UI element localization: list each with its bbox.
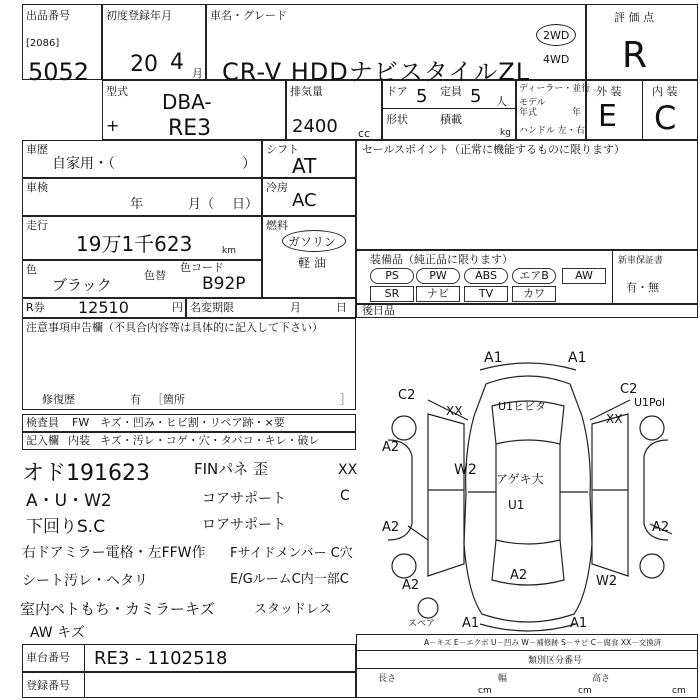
equipment-item: SR: [370, 286, 414, 302]
check-label: 検査員: [26, 416, 59, 429]
ext-label: 外 装: [596, 85, 622, 98]
shift-value: AT: [292, 154, 317, 178]
color-code-label: 色コード: [180, 261, 224, 274]
cap-unit: 人: [496, 95, 507, 108]
equipment-label: 装備品（純正品に限ります）: [370, 253, 513, 266]
note-line-4: 右ドアミラー電格・左FFW作: [22, 545, 206, 561]
length-unit: cm: [478, 686, 492, 696]
capacity: 5: [470, 86, 482, 107]
load-unit: kg: [500, 128, 511, 138]
damage-mark: A2: [510, 568, 528, 583]
spare-label: スペア: [408, 619, 436, 629]
int-row: キズ・汚レ・コゲ・穴・タバコ・キレ・破レ: [100, 434, 320, 447]
damage-mark: A1: [570, 616, 588, 631]
note-line-7: AW キズ: [30, 625, 85, 641]
ext-row-head: FW: [72, 416, 90, 429]
sales-label: セールスポイント（正常に機能するものに限ります）: [362, 143, 626, 156]
equipment-item: TV: [464, 286, 508, 302]
recycle-label: R券: [26, 301, 45, 314]
drive-4wd: 4WD: [543, 53, 570, 66]
dealer-label: ディーラー・並行: [519, 84, 591, 94]
load-label: 積載: [440, 113, 462, 126]
equipment-item: PW: [416, 268, 460, 284]
model-plus: +: [106, 116, 120, 135]
reg-month: 4: [170, 50, 184, 75]
damage-mark: アゲキ大: [496, 472, 544, 486]
lot-label: 出品番号: [26, 9, 70, 22]
inspect-year: 年: [130, 197, 144, 212]
damage-mark: A1: [484, 350, 503, 366]
recycle-unit: 円: [172, 301, 183, 314]
lot-number: 5052: [28, 58, 90, 86]
car-name: CR-V HDDナビスタイルZL: [222, 58, 531, 86]
note-line-2: A・U・W2: [26, 491, 112, 511]
note-c: C: [340, 488, 350, 504]
notes-label: 注意事項申告欄（不具合内容等は具体的に記入して下さい）: [26, 321, 323, 334]
damage-mark: XX: [606, 412, 623, 426]
ext-row: キズ・凹み・ヒビ割・リペア跡・×要: [100, 416, 285, 429]
equipment-item: AW: [562, 268, 606, 284]
auction-sheet: [22, 4, 698, 698]
registration-number-cell: [22, 672, 356, 698]
damage-mark: A1: [568, 350, 587, 366]
cooler-value: AC: [292, 190, 317, 211]
repair-label: 修復歴: [42, 393, 75, 406]
damage-mark: A2: [382, 440, 400, 455]
chassis-label: 車台番号: [26, 651, 70, 664]
ext-int-divider: [642, 80, 643, 140]
cooler-label: 冷房: [266, 181, 288, 194]
lot-sub: [2086]: [26, 38, 60, 49]
mileage-unit: km: [222, 246, 236, 256]
model-prefix: DBA-: [162, 90, 212, 114]
note-right-2: コアサポート: [202, 491, 286, 507]
note-line-3: 下回りS.C: [26, 517, 106, 537]
damage-mark: W2: [596, 574, 618, 589]
rear-label: 後日品: [362, 304, 395, 317]
damage-mark: XX: [446, 404, 463, 418]
damage-mark: C2: [398, 388, 416, 403]
reg-label: 初度登録年月: [106, 9, 172, 22]
warranty-label: 新車保証書: [618, 256, 664, 266]
chassis-value: RE3 - 1102518: [94, 648, 228, 669]
equipment-item: ナビ: [416, 286, 460, 302]
height-label: 高さ: [592, 674, 611, 684]
note-line-6: 室内ペトもち・カミラーキズ: [20, 600, 215, 618]
inspect-label: 車検: [26, 181, 48, 194]
doors: 5: [416, 86, 428, 107]
door-divider: [382, 108, 516, 109]
ext-score: E: [598, 99, 617, 134]
color-label: 色: [26, 263, 37, 276]
model-year-label: モデル年式: [519, 98, 546, 118]
drive-2wd: 2WD: [543, 29, 570, 42]
recycle-value: 12510: [78, 298, 129, 317]
score: R: [622, 35, 648, 76]
legend: A－キズ E－エクボ U－凹み W－補修跡 S－サビ C－腐食 XX－交換済: [424, 638, 662, 647]
length-label: 長さ: [378, 674, 397, 684]
inspect-day: 日）: [232, 197, 259, 212]
damage-mark: U1: [508, 498, 525, 512]
rear-item-cell: [356, 304, 698, 318]
repair-place: ［箇所: [152, 393, 185, 406]
int-score: C: [654, 99, 677, 137]
mileage-label: 走行: [26, 219, 48, 232]
usage-value: 自家用・（: [52, 156, 115, 172]
expire-month: 月: [290, 301, 301, 314]
note-right-1: FINパネ 歪: [194, 460, 269, 478]
disp-label: 排気量: [290, 85, 323, 98]
sales-point-cell: [356, 140, 698, 250]
grade-label: 評 価 点: [614, 11, 654, 24]
mileage-value: 19万1千623: [76, 232, 193, 256]
handle-label: ハンドル 左・右: [519, 126, 585, 136]
equipment-item: ABS: [464, 268, 508, 284]
equipment-divider: [612, 250, 613, 304]
fuel-alt: 軽 油: [298, 256, 326, 270]
warranty-value: 有・無: [626, 281, 659, 294]
damage-mark: W2: [454, 462, 477, 478]
equipment-item: カワ: [512, 286, 556, 302]
note-right-4: Fサイドメンバー C穴: [230, 546, 353, 561]
color-value: ブラック: [52, 276, 112, 294]
note-right-6: スタッドレス: [254, 602, 332, 617]
note-line-5: シート汚レ・ヘタリ: [22, 573, 148, 589]
model-label: 型式: [106, 85, 128, 98]
inspect-month: 月（: [188, 197, 215, 212]
shape-label: 形状: [386, 113, 408, 126]
usage-close: ）: [242, 156, 256, 172]
damage-mark: U1Pol: [634, 396, 666, 409]
door-label: ドア: [386, 85, 408, 98]
class-label: 類別区分番号: [528, 656, 583, 666]
entry-label: 記入欄: [26, 434, 59, 447]
fuel-label: 燃料: [266, 219, 288, 232]
size-divider: [356, 668, 698, 669]
note-right-5: E/GルームC内一部C: [230, 572, 349, 587]
disp-unit: cc: [358, 127, 371, 140]
equipment-item: PS: [370, 268, 414, 284]
recolor-label: 色替: [144, 269, 166, 282]
color-code: B92P: [202, 274, 246, 294]
damage-mark: A1: [462, 616, 480, 631]
int-label: 内 装: [652, 85, 678, 98]
repair-close: ］: [340, 393, 351, 406]
fuel-value: ガソリン: [288, 235, 337, 249]
width-unit: cm: [578, 686, 592, 696]
note-xx: XX: [338, 462, 358, 478]
damage-mark: A2: [402, 578, 420, 593]
model-code: RE3: [168, 116, 212, 141]
damage-mark: A2: [382, 520, 400, 535]
damage-mark: A2: [652, 520, 670, 535]
expire-label: 名変期限: [190, 301, 234, 314]
displacement: 2400: [292, 116, 338, 137]
note-right-3: ロアサポート: [202, 517, 286, 533]
damage-mark: C2: [620, 382, 638, 397]
legend-divider: [356, 650, 698, 651]
height-unit: cm: [672, 686, 686, 696]
cap-label: 定員: [440, 85, 462, 98]
equipment-item: エアB: [512, 268, 556, 284]
expire-day: 日: [336, 301, 347, 314]
year-unit: 年: [572, 108, 582, 118]
repair-yes: 有: [130, 393, 141, 406]
shift-label: シフト: [266, 143, 299, 156]
note-line-1: オド191623: [22, 461, 150, 486]
width-label: 幅: [498, 674, 508, 684]
reg-year: 20: [130, 52, 158, 77]
damage-mark: U1ヒビタ: [498, 400, 547, 413]
reg-month-unit: 月: [192, 67, 203, 80]
registration-label: 登録番号: [26, 679, 70, 692]
usage-label: 車歴: [26, 143, 48, 156]
name-label: 車名・グレード: [210, 9, 287, 22]
int-row-head: 内装: [68, 434, 90, 447]
